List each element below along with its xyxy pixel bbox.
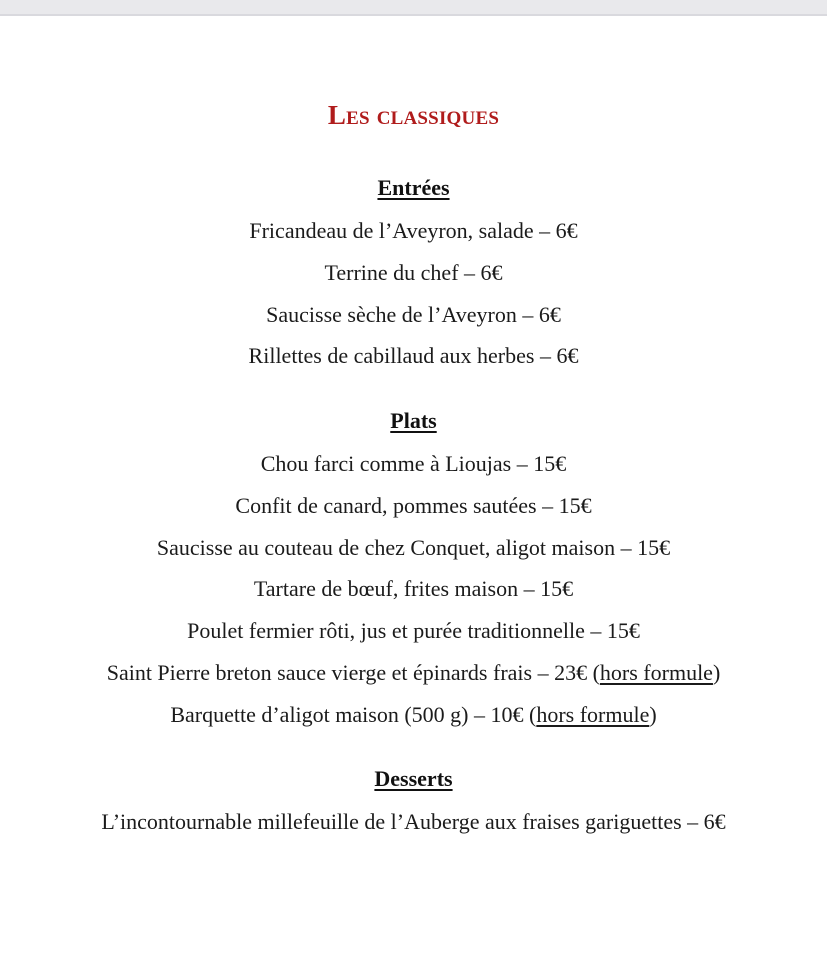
menu-item: Fricandeau de l’Aveyron, salade – 6€ bbox=[249, 218, 578, 243]
section-title-desserts: Desserts bbox=[374, 766, 453, 791]
menu-item-text: Barquette d’aligot maison (500 g) – 10€ ( bbox=[170, 702, 537, 727]
menu-item: Confit de canard, pommes sautées – 15€ bbox=[235, 493, 592, 518]
menu-item: L’incontournable millefeuille de l’Auberge aux fraises gariguettes – 6€ bbox=[101, 809, 726, 834]
section-title-plats: Plats bbox=[390, 408, 437, 433]
menu-item bbox=[0, 658, 827, 688]
hors-formule-note: hors formule bbox=[536, 702, 650, 727]
hors-formule-note: hors formule bbox=[599, 660, 713, 685]
menu-item: Saucisse au couteau de chez Conquet, aligot maison – 15€ bbox=[156, 535, 671, 560]
section-title-entrees: Entrées bbox=[377, 175, 450, 200]
menu-item: Chou farci comme à Lioujas – 15€ bbox=[260, 451, 567, 476]
menu-item: Saucisse sèche de l’Aveyron – 6€ bbox=[266, 302, 561, 327]
menu-item bbox=[0, 700, 827, 730]
menu-item: Rillettes de cabillaud aux herbes – 6€ bbox=[248, 343, 579, 368]
menu-item-close-paren: ) bbox=[649, 702, 657, 727]
menu-item-text: Saint Pierre breton sauce vierge et épinards frais – 23€ ( bbox=[106, 660, 600, 685]
menu-item: Terrine du chef – 6€ bbox=[324, 260, 503, 285]
menu-item-close-paren: ) bbox=[712, 660, 721, 685]
menu-item: Poulet fermier rôti, jus et purée traditionnelle – 15€ bbox=[187, 618, 640, 643]
menu-title: Les classiques bbox=[327, 100, 500, 130]
menu-item: Tartare de bœuf, frites maison – 15€ bbox=[253, 576, 574, 601]
